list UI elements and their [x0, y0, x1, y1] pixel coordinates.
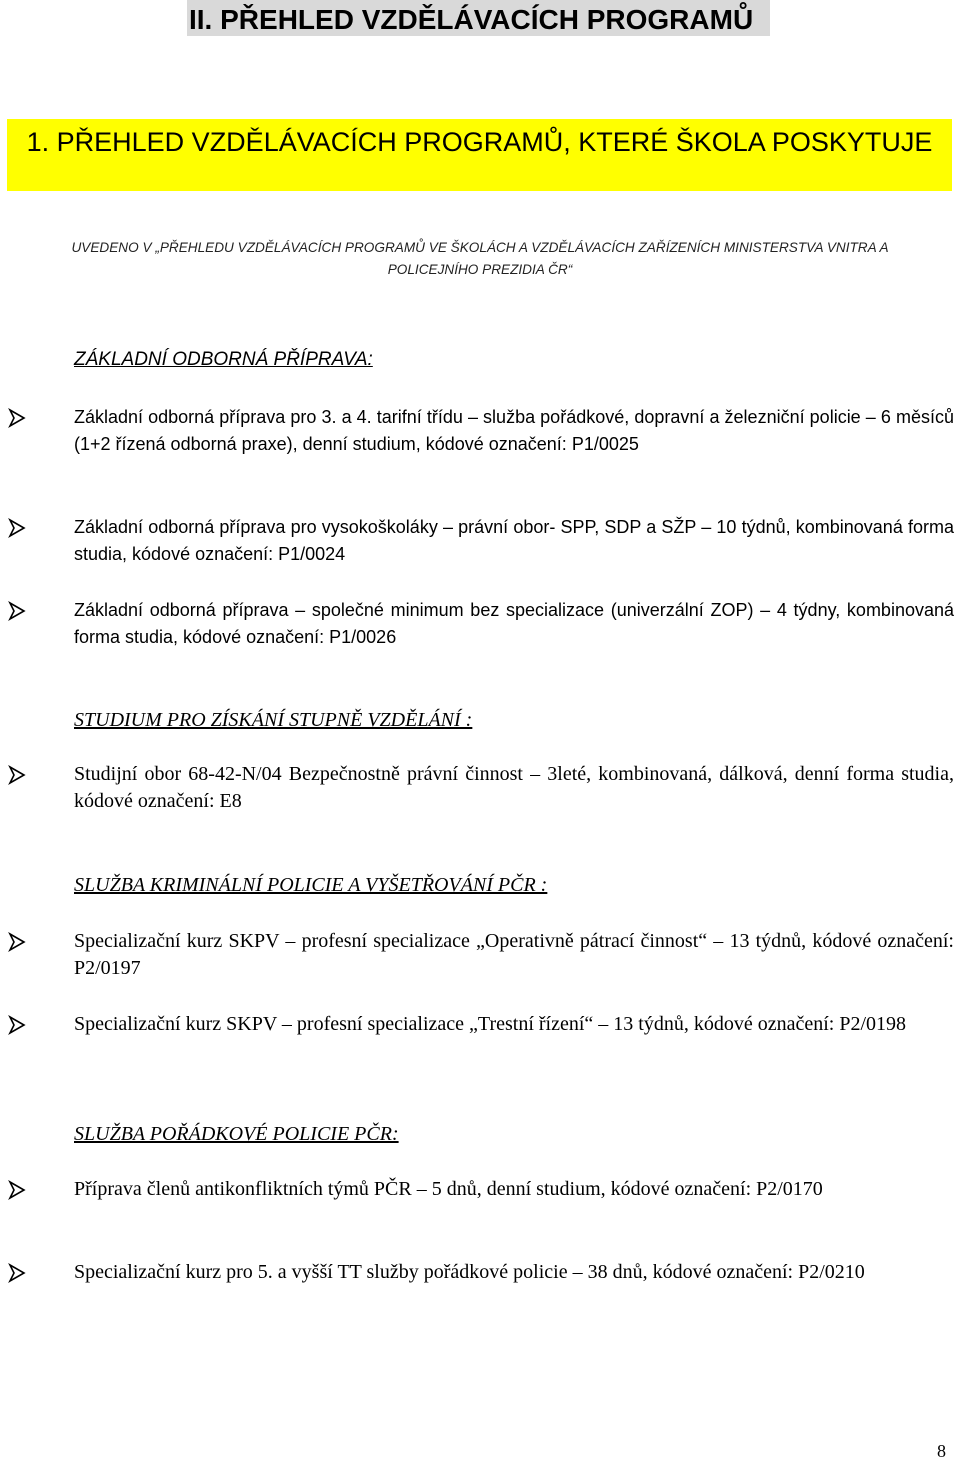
arrowhead-bullet-icon: [8, 408, 26, 428]
list-item: [8, 514, 954, 568]
list-item-text: Základní odborná příprava – společné minimum bez specializace (univerzální ZOP) – 4 týdny, kombinovaná forma studia, kódové označení: P1/0026: [74, 600, 954, 647]
arrowhead-bullet-icon: [8, 1180, 26, 1200]
list-item-text: Základní odborná příprava pro 3. a 4. tarifní třídu – služba pořádkové, dopravní a železniční policie – 6 měsíců (1+2 řízená odborná praxe), denní studium, kódové označení: P1/0025: [74, 407, 954, 454]
arrowhead-bullet-icon: [8, 518, 26, 538]
list-item-text: Specializační kurz SKPV – profesní specializace „Trestní řízení“ – 13 týdnů, kódové označení: P2/0198: [74, 1013, 907, 1035]
list-item: [8, 404, 954, 458]
heading-degree-study: STUDIUM PRO ZÍSKÁNÍ STUPNĚ VZDĚLÁNÍ :: [74, 709, 473, 731]
section-title-banner: 1. PŘEHLED VZDĚLÁVACÍCH PROGRAMŮ, KTERÉ ŠKOLA POSKYTUJE: [7, 119, 952, 191]
arrowhead-bullet-icon: [8, 932, 26, 952]
list-item: [8, 1259, 954, 1286]
page-number: 8: [937, 1441, 946, 1461]
list-item: [8, 1011, 954, 1038]
list-item: [8, 1176, 954, 1203]
source-note: UVEDENO V „PŘEHLEDU VZDĚLÁVACÍCH PROGRAMŮ VE ŠKOLÁCH A VZDĚLÁVACÍCH ZAŘÍZENÍCH MINISTERSTVA VNITRA A POLICEJNÍHO PREZIDIA ČR“: [71, 240, 889, 277]
arrowhead-bullet-icon: [8, 1263, 26, 1283]
list-item-text: Specializační kurz pro 5. a vyšší TT služby pořádkové policie – 38 dnů, kódové označení: P2/0210: [74, 1261, 865, 1283]
list-item: [8, 761, 954, 815]
arrowhead-bullet-icon: [8, 765, 26, 785]
chapter-title: II. PŘEHLED VZDĚLÁVACÍCH PROGRAMŮ: [187, 0, 770, 36]
heading-criminal-police: SLUŽBA KRIMINÁLNÍ POLICIE A VYŠETŘOVÁNÍ PČR :: [74, 874, 548, 896]
arrowhead-bullet-icon: [8, 601, 26, 621]
list-item: [8, 597, 954, 651]
list-item: [8, 928, 954, 982]
heading-basic-training: ZÁKLADNÍ ODBORNÁ PŘÍPRAVA:: [74, 349, 373, 370]
list-item-text: Základní odborná příprava pro vysokoškoláky – právní obor- SPP, SDP a SŽP – 10 týdnů, kombinovaná forma studia, kódové označení: P1/0024: [74, 517, 954, 564]
list-item-text: Specializační kurz SKPV – profesní specializace „Operativně pátrací činnost“ – 13 týdnů, kódové označení: P2/0197: [74, 930, 954, 979]
list-item-text: Příprava členů antikonfliktních týmů PČR – 5 dnů, denní studium, kódové označení: P2/0170: [74, 1178, 823, 1200]
list-item-text: Studijní obor 68-42-N/04 Bezpečnostně právní činnost – 3leté, kombinovaná, dálková, denní forma studia, kódové označení: E8: [74, 763, 954, 812]
heading-public-order-police: SLUŽBA POŘÁDKOVÉ POLICIE PČR:: [74, 1123, 399, 1145]
arrowhead-bullet-icon: [8, 1015, 26, 1035]
